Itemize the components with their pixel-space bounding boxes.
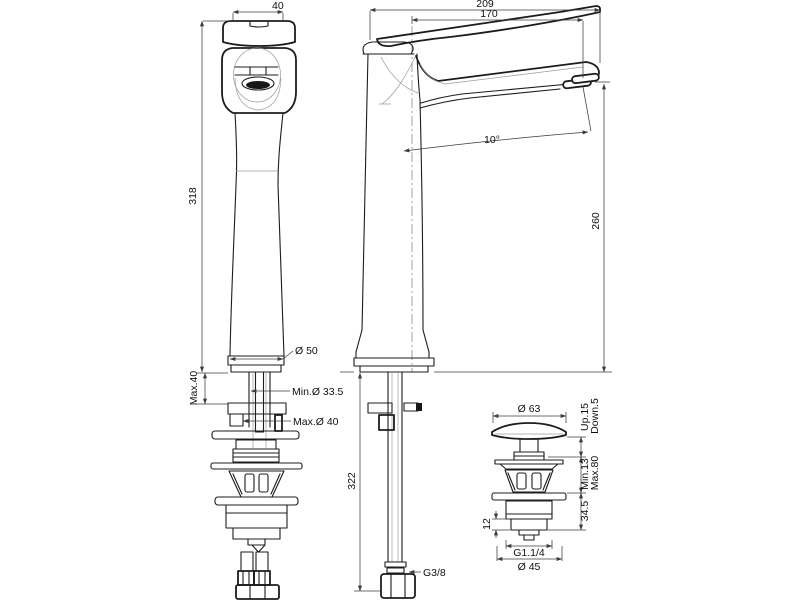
dim-min-hole [251, 386, 344, 398]
dim-waste-thread [506, 540, 552, 559]
dim-travel-down-label: Down.5 [589, 398, 601, 434]
dim-body-diameter-label: Ø 45 [517, 561, 541, 573]
dim-max-hole [243, 416, 339, 428]
dim-max-hole-label: Max.Ø 40 [293, 416, 339, 428]
dim-clamp-min-label: Min.13 [579, 458, 591, 490]
handle-front [223, 21, 295, 46]
mounting-stud-front [275, 415, 282, 431]
dim-spout-height-label: 260 [590, 212, 602, 230]
mounting-bracket-front [228, 403, 286, 414]
dim-handle-width [233, 0, 284, 21]
dim-spout-reach-label: 170 [480, 8, 498, 20]
under-deck-front [211, 372, 302, 599]
side-view [340, 0, 612, 598]
waste-body [492, 460, 566, 540]
dim-base-dia [230, 345, 318, 359]
spout-head-front [222, 48, 296, 113]
under-deck-side [340, 372, 612, 598]
dim-min-hole-label: Min.Ø 33.5 [292, 386, 344, 398]
dim-spout-angle [404, 87, 591, 151]
dim-total-height [187, 21, 231, 372]
body-front [228, 113, 284, 372]
dim-base-dia-label: Ø 50 [295, 345, 318, 357]
dim-handle-width-label: 40 [272, 0, 284, 12]
dim-clamp-max-label: Max.80 [589, 455, 601, 491]
dim-tail-height-label: 12 [481, 518, 493, 530]
dim-plug-diameter-label: Ø 63 [517, 403, 541, 415]
dim-travel-up-label: Up.15 [579, 402, 591, 432]
dim-max-deck-label: Max.40 [188, 370, 200, 406]
waste-detail-view [481, 398, 601, 573]
dim-plug-diameter [493, 403, 566, 423]
hose-nuts-front [236, 585, 279, 599]
dim-under-deck-length-label: 322 [346, 472, 358, 490]
front-view [187, 0, 344, 599]
spout-side [416, 56, 599, 108]
dim-overall-depth-label: 209 [476, 0, 494, 10]
supply-hoses-front [236, 552, 279, 599]
dim-supply-thread-label: G3/8 [423, 567, 446, 579]
dim-max-deck [188, 371, 228, 406]
waste-plug-cap [492, 423, 566, 460]
waste-basket [505, 470, 553, 492]
body-side [354, 54, 599, 372]
dim-under-deck-length [346, 373, 380, 591]
dim-spout-height [590, 82, 610, 372]
dim-spout-angle-label: 10° [484, 134, 500, 146]
dim-waste-thread-label: G1.1/4 [513, 547, 545, 559]
dim-total-height-label: 318 [187, 187, 199, 205]
dim-body-height-label: 34.5 [579, 500, 591, 522]
hose-nut-side [381, 574, 415, 598]
dim-spout-reach [412, 8, 583, 78]
